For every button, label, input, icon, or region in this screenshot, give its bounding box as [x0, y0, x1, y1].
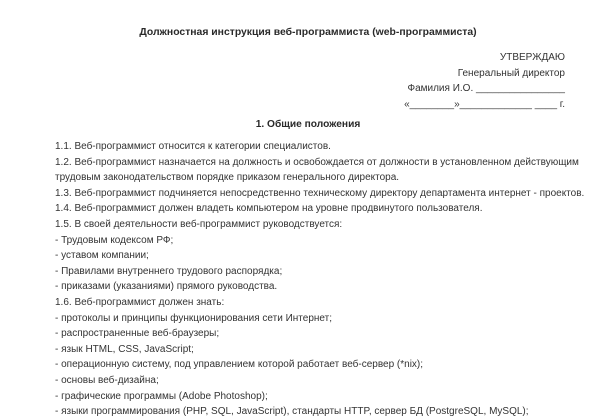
body-line: - протоколы и принципы функционирования сети Интернет; — [55, 312, 332, 324]
body-line: - Правилами внутреннего трудового распорядка; — [55, 265, 283, 277]
body-line: 1.6. Веб-программист должен знать: — [55, 296, 225, 308]
document-title: Должностная инструкция веб-программиста (web-программиста) — [139, 27, 477, 38]
body-line: 1.1. Веб-программист относится к категории специалистов. — [55, 141, 331, 152]
body-line: - графические программы (Adobe Photoshop); — [55, 390, 268, 402]
approval-line: Фамилия И.О. ________________ — [407, 83, 565, 94]
body-line: 1.5. В своей деятельности веб-программист руководствуется: — [55, 218, 343, 230]
approval-line: Генеральный директор — [457, 67, 565, 79]
body-line: трудовым законодательством порядке приказом генерального директора. — [55, 172, 400, 184]
body-line: - операционную систему, под управлением которой работает веб-сервер (*nix); — [55, 359, 424, 371]
body-line: 1.3. Веб-программист подчиняется непосредственно техническому директору департамента интернет - проектов. — [55, 187, 585, 199]
approval-line: «________»_____________ ____ г. — [404, 98, 565, 110]
body-line: - Трудовым кодексом РФ; — [55, 234, 174, 246]
body-line: - приказами (указаниями) прямого руководства. — [55, 281, 278, 293]
body-line: 1.2. Веб-программист назначается на должность и освобождается от должности в установленном действующим — [55, 156, 579, 168]
body-line: - распространенные веб-браузеры; — [55, 328, 220, 340]
body-line: 1.4. Веб-программист должен владеть компьютером на уровне продвинутого пользователя. — [55, 203, 483, 215]
section-body — [55, 139, 585, 420]
body-line: - основы веб-дизайна; — [55, 374, 159, 386]
approval-line: УТВЕРЖДАЮ — [499, 52, 565, 63]
section-heading: 1. Общие положения — [255, 119, 361, 130]
body-line: - языки программирования (PHP, SQL, JavaScript), стандарты HTTP, сервер БД (PostgreSQL, MySQL); — [55, 406, 529, 418]
approval-block — [404, 50, 565, 112]
body-line: - уставом компании; — [55, 250, 149, 262]
body-line: - язык HTML, CSS, JavaScript; — [55, 343, 194, 355]
